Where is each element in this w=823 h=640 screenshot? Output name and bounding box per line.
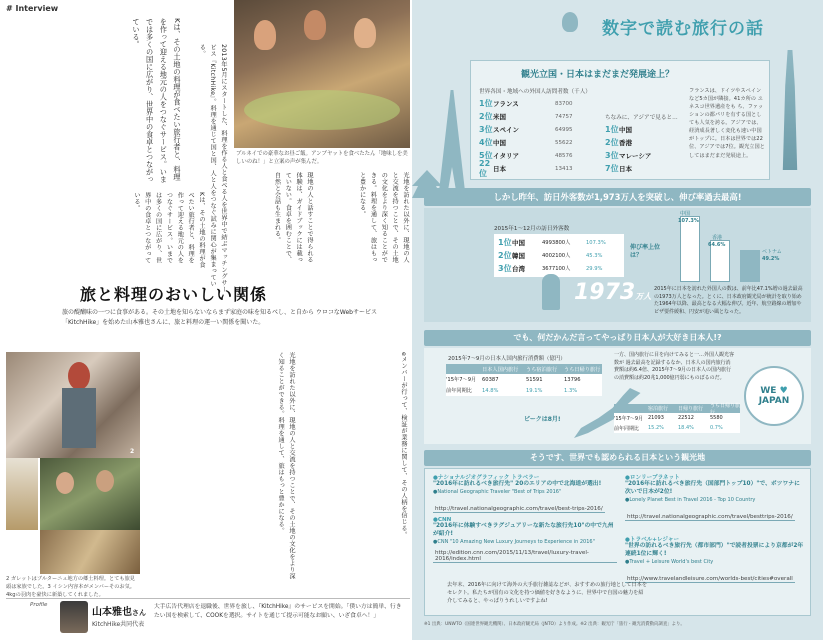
- table-row: [479, 97, 599, 110]
- rank: 7位: [605, 164, 619, 173]
- we-love-japan-badge: [744, 366, 804, 426]
- award-title: "世界の訪れるべき旅行先（都市部門）"で読者投票により京都が2年連続1位に輝く!: [625, 543, 804, 557]
- closing-text: 去年末、2016年に向けて海外の大手旅行雑誌などが、おすすめの旅行地として日本をセレクト。私たちが国有の文化を持つ価値を好きなように、世界中で自国の魅力を紹介してみると、やっぱりうれしいですよね!: [447, 582, 648, 605]
- bar-label: 中国: [680, 211, 691, 217]
- award-link[interactable]: http://www.travelandleisure.com/worlds-best/cities#overall: [627, 575, 793, 582]
- food-photo: [6, 458, 38, 530]
- table-row: [614, 423, 740, 433]
- country: 日本: [619, 165, 632, 173]
- rank: 2位: [498, 251, 512, 260]
- profile-role: KitchHike共同代表: [92, 621, 145, 628]
- growth-chart: [674, 212, 794, 282]
- world-ranking-list: [479, 97, 599, 178]
- visitor-note: 2015年に日本を訪れた外国人の数は、前年比47.1%増の過去最高の1973万人となった。とくに、日本政府観光局が統計を取り始めた1964年以降、最高となる大幅な伸び。近年、航空路線の増加やビザ要件緩和、円安が追い風となった。: [654, 286, 803, 315]
- kitchen-photo: [6, 352, 140, 458]
- cell: 19.1%: [526, 387, 543, 394]
- rank: 1位: [479, 99, 493, 108]
- people-photo: [40, 458, 140, 530]
- section-banner: 観光立国・日本はまだまだ発展途上？: [521, 70, 675, 80]
- japan-text: JAPAN: [758, 396, 790, 406]
- table-row: [605, 162, 685, 175]
- country: イタリア: [493, 152, 519, 160]
- country: マレーシア: [619, 152, 652, 160]
- country: 中国: [619, 126, 632, 134]
- domestic-table: [446, 364, 602, 396]
- country: 韓国: [512, 252, 525, 260]
- table-row: [605, 149, 685, 162]
- domestic-section: [424, 348, 811, 444]
- cell: 前年同期比: [446, 388, 472, 394]
- headline: 旅と料理のおいしい関係: [80, 285, 268, 304]
- rank: 3位: [498, 264, 512, 273]
- cell: 0.7%: [710, 425, 723, 431]
- profile-honorific: さん: [132, 609, 146, 617]
- table-photo: [40, 530, 140, 574]
- table-row: [479, 149, 599, 162]
- growth-label: 伸び率上位は？: [630, 244, 661, 259]
- bar-label: 香港: [712, 235, 723, 241]
- value: 48576: [555, 152, 573, 159]
- award-en: ●Lonely Planet Best in Travel 2016 - Top 10 Country: [625, 496, 756, 503]
- traveler-icon: [542, 274, 560, 310]
- domestic-note: 一方、国内旅行に目を向けてみると一…外国人観光客数が 過去最高を記録するなか、日本人の国内旅行消費額は約6.4倍、2015年7〜9月の日本人の国内旅行の消費額は約20兆1,000億円弱にものぼるのだ。: [614, 352, 735, 381]
- value: 74757: [555, 113, 573, 120]
- heart-icon: ♥: [779, 386, 788, 396]
- cell: 15.2%: [648, 425, 664, 431]
- rank: 22位: [479, 158, 491, 178]
- award-title: "2016年に訪れるべき旅行先（国部門トップ10）"で、ボツワナに次いで日本が2位!: [625, 481, 800, 495]
- award-link[interactable]: http://travel.nationalgeographic.com/travel/best-trips-2016/: [435, 505, 603, 512]
- cell: 1.3%: [564, 387, 578, 394]
- visitor-section: [424, 208, 811, 322]
- cell: 22512: [678, 415, 694, 421]
- big-number: [574, 280, 651, 305]
- award-title: "2016年に体験すべきラグジュアリーな新たな旅行先10"の中で九州が紹介!: [433, 523, 614, 537]
- award-source: ●トラベル+レジャー: [625, 537, 680, 543]
- section-ranking: [470, 60, 770, 180]
- body-column: eメンバーが行って、検証が業務に関して、その人柄を信じる。: [400, 352, 407, 539]
- page-title: 数字で読む旅行の話: [602, 19, 764, 39]
- award-section: [424, 468, 811, 616]
- table-row: [479, 110, 599, 123]
- ranking-header: 世界各国・地域への外国人訪問者数（千人）: [479, 89, 591, 95]
- cell: うち日帰り旅行: [564, 366, 601, 373]
- award-en: ●CNN "10 Amazing New Luxury Journeys to Experience in 2016": [433, 538, 595, 545]
- award-item: [625, 473, 805, 522]
- table-row: [498, 236, 620, 249]
- award-item: [433, 473, 617, 514]
- dinner-photo: [234, 0, 410, 148]
- body-column: 光地を訪れた以外に、現地の人と交流を持つことで、その土地の文化をより深く知ることができる。料理を通して、旅はもっと豊かになる。: [358, 172, 409, 263]
- we-love-text: [746, 386, 802, 396]
- rate: 107.3%: [586, 239, 606, 246]
- table-row: [498, 262, 620, 275]
- body-column: Kは、その土地の料理が食べたい旅行者と、料理を作って迎える地元の人をつなぐサービス。いまでは多くの国に広がり、世界中の食卓とつながっている。: [132, 192, 205, 268]
- value: 4993800人: [542, 240, 571, 246]
- avatar: [60, 601, 88, 633]
- bar-value: 64.6%: [708, 242, 726, 248]
- rate: 45.3%: [586, 252, 603, 259]
- rank: 1位: [605, 125, 619, 134]
- cell: 51591: [526, 376, 543, 383]
- section-banner: でも、何だかんだ言ってやっぱり日本人が大好き日本人!?: [424, 330, 811, 346]
- table-header: 2015年7〜9月の日本人国内旅行消費額（億円）: [448, 356, 566, 362]
- country: 中国: [493, 139, 506, 147]
- cell: 前年同期比: [614, 425, 640, 432]
- table-row: [614, 413, 740, 423]
- ranking-note: フランスは、ドイツやスペインなど5カ国が隣接。41カ所の ユネスコ世界遺産をも ち、ファッションの都パリを有する国としても人気を誇る。アジアでは、経済成長著しく変化も速い中国がトップに。日本は世界では22位、アジアでは7位。観光立国としてはまだまだ発展途上。: [689, 88, 765, 159]
- value: 3677100人: [542, 266, 571, 272]
- award-en: ●National Geographic Traveler "Best of Trips 2016": [433, 488, 562, 495]
- table-row: [605, 123, 685, 136]
- award-source: ●CNN: [433, 517, 452, 523]
- award-title: "2016年に訪れるべき旅行先" 20のエリアの中で北海道が選出!: [433, 481, 602, 487]
- country: 日本: [493, 165, 506, 173]
- table-row: [479, 123, 599, 136]
- profile-name: [92, 603, 146, 618]
- profile-text: 大手広告代理店を退職後、世界を旅し、『KitchHike』のサービスを開始。「僕い方は簡単、行きたい国を検索して、COOKを選択。サイトを通じて提示可能なお願い、いざ食卓へ！」: [154, 604, 402, 620]
- country: 台湾: [512, 265, 525, 273]
- value: 83700: [555, 100, 573, 107]
- rank: 5位: [479, 151, 493, 160]
- country: 中国: [512, 239, 525, 247]
- body-column: 現地の人と話すことで得られる体験は、ガイドブックには載っていない。食卓を囲むことで、自然と会話も生まれる。: [273, 172, 313, 263]
- value: 4002100人: [542, 253, 571, 259]
- award-item: [433, 517, 617, 564]
- bar-label: ベトナム: [762, 249, 782, 255]
- country: フランス: [493, 100, 519, 108]
- profile-name-text: 山本雅也: [92, 607, 132, 618]
- award-source: ●ロンリープラネット: [625, 475, 680, 481]
- award-source: ●ナショナルジオグラフィック トラベラー: [433, 475, 540, 481]
- asia-header: ちなみに、アジアで見ると…: [605, 115, 678, 121]
- profile-divider: [6, 598, 410, 599]
- cell: うち宿泊旅行: [526, 366, 558, 373]
- section-tag: # Interview: [6, 4, 59, 13]
- growth-bar: [740, 250, 760, 282]
- bar-value: 49.2%: [762, 256, 780, 262]
- award-link[interactable]: http://travel.nationalgeographic.com/travel/besttrips-2016/: [627, 513, 793, 520]
- cell: 21093: [648, 415, 664, 421]
- award-en: ●Travel + Leisure World's best City: [625, 558, 714, 565]
- cell: 60387: [482, 376, 499, 383]
- cell: 日本人国内旅行: [482, 366, 519, 373]
- rank: 2位: [605, 138, 619, 147]
- table-row: [498, 249, 620, 262]
- table-header: 2015年1〜12月の訪日外客数: [494, 226, 570, 232]
- visitor-table: [494, 234, 624, 277]
- big-number-value: 1973: [574, 280, 636, 305]
- peak-label: ピークは8月!: [524, 416, 561, 423]
- cell: '15年7〜9月: [614, 415, 644, 422]
- table-row: [446, 374, 602, 385]
- cell: 14.8%: [482, 387, 499, 394]
- cell: 日帰り旅行: [678, 406, 704, 412]
- rate: 29.9%: [586, 265, 603, 272]
- cell: '15年7〜9月: [446, 377, 477, 383]
- statue-of-liberty-icon: [778, 50, 802, 170]
- cell: 18.4%: [678, 425, 694, 431]
- footnote: ※1 出典：UNWTO（国連世界観光機関）、日本政府観光局（JNTO）より作成。※2 出典：観光庁「旅行・観光消費動向調査」より。: [424, 622, 685, 627]
- rank: 2位: [479, 112, 493, 121]
- table-row: [479, 136, 599, 149]
- photo-caption: ブルネイでの豪華なお昼ご飯。アンブヤットを食べたたん「地味しを美しいのね！」と立案の声が集んだ。: [236, 151, 408, 166]
- big-number-unit: 万人: [635, 292, 652, 301]
- bar-value: 107.3%: [678, 218, 699, 224]
- value: 13413: [555, 165, 573, 172]
- table-row: [614, 402, 741, 416]
- cell: うち日帰り旅行: [710, 402, 741, 416]
- eiffel-tower-icon: [438, 90, 466, 200]
- cell: 13796: [564, 376, 581, 383]
- value: 55622: [555, 139, 573, 146]
- country: 米国: [493, 113, 506, 121]
- award-item: [625, 535, 805, 584]
- table-row: [446, 364, 602, 374]
- body-column: Kは、その土地の料理が食べたい旅行者と、料理を作って迎える地元の人をつなぐサービス。いまでは多くの国に広がり、世界中の食卓とつながっている。: [131, 18, 182, 183]
- rank: 1位: [498, 238, 512, 247]
- country: 香港: [619, 139, 632, 147]
- award-link[interactable]: http://edition.cnn.com/2015/11/13/travel/luxury-travel-2016/index.html: [433, 550, 617, 563]
- section-banner: しかし昨年、訪日外客数が1,973万人を突破し、伸び率過去最高!: [424, 188, 811, 206]
- rank: 3位: [605, 151, 619, 160]
- table-row: [446, 385, 602, 396]
- body-column: 光地を訪れた以外に、現地の人と交流を持つことで、その土地の文化をより深く知ることができる。料理を通して、旅はもっと豊かになる。: [277, 352, 295, 580]
- hot-air-balloon-icon: [562, 12, 578, 32]
- asia-ranking-list: [605, 123, 685, 175]
- body-column: 2013年5月にスタートした、料理を作る人と食べる人を世界中で結ぶマッチングサービス『KitchHike』。料理を通じて国と国、人と人をつなぐ試みに関心が集まっている。: [198, 44, 227, 293]
- growth-bar: [680, 216, 700, 282]
- right-page: [412, 0, 823, 640]
- country: スペイン: [493, 126, 519, 134]
- cell: 5580: [710, 415, 723, 421]
- we-text: WE: [760, 386, 777, 396]
- lead-text: 旅の醍醐味の一つに食事がある。その土地を知らないならまず家庭の味を知るべし、と自から ウロコなWebサービス「KitchHike」を始めた山本雅也さんに、旅と料理の運一い関係を聞いた。: [62, 309, 377, 327]
- profile-label: Profile: [30, 602, 48, 608]
- photo-number: 2: [130, 448, 135, 455]
- table-row: [605, 136, 685, 149]
- value: 64995: [555, 126, 573, 133]
- rank: 4位: [479, 138, 493, 147]
- table-row: [479, 158, 599, 178]
- cell: 宿泊旅行: [648, 406, 669, 412]
- rank: 3位: [479, 125, 493, 134]
- domestic-table-2: [614, 404, 740, 433]
- photo-caption: 2 ガレットはブルターニュ地方の郷土料理。とても旅見頭は家族でした。3 イシン内容本がメンバーそのお気。4kgの羽肉を豪快に新築してくれました。: [6, 576, 135, 598]
- section-banner: そうです、世界でも認められる日本という観光地: [424, 450, 811, 466]
